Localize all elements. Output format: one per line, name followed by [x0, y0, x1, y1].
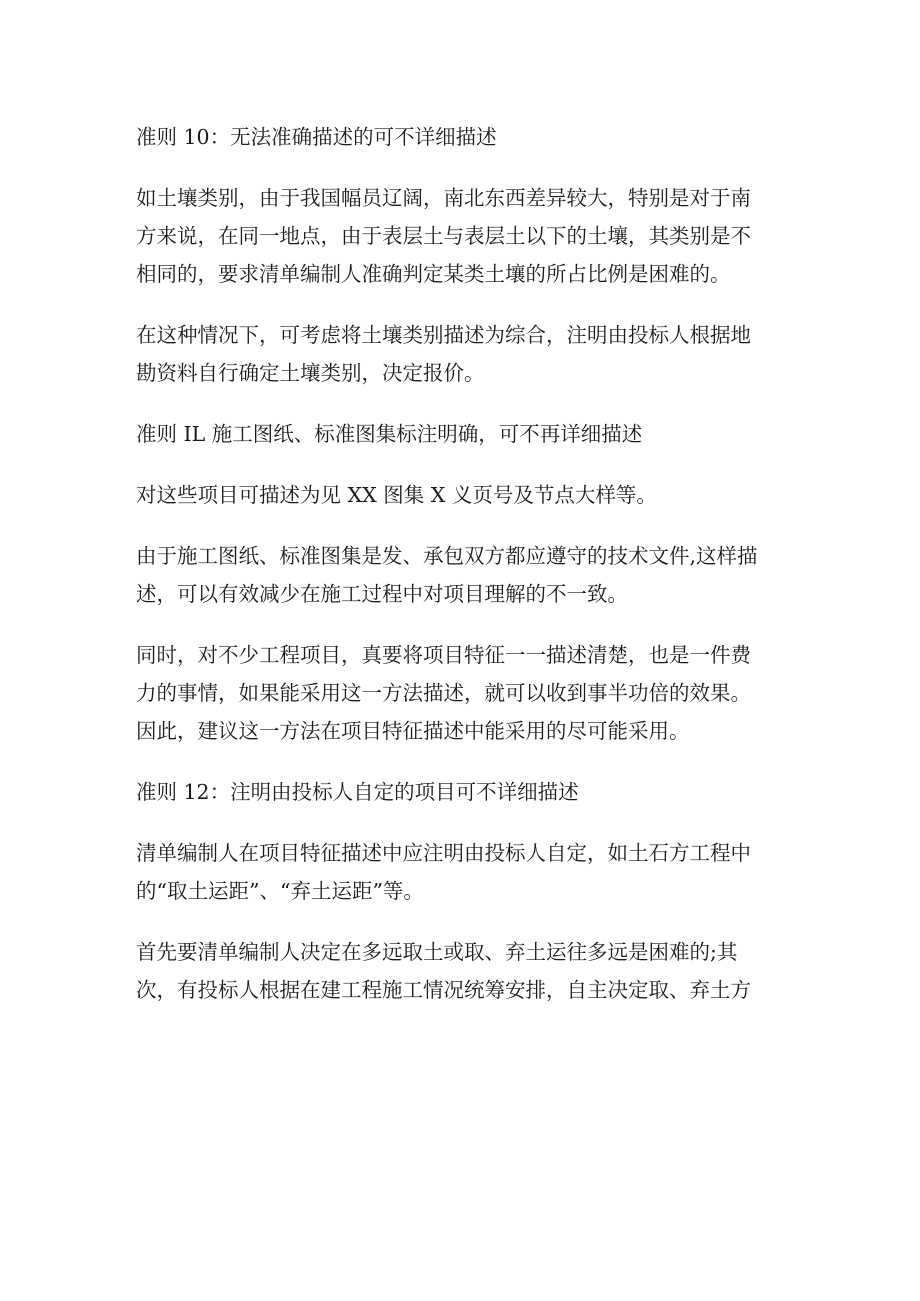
text-line: 的“取土运距”、“弃土运距”等。 — [136, 879, 424, 903]
text-line: 首先要清单编制人决定在多远取土或取、弃土运往多远是困难的;其 — [136, 940, 738, 964]
paragraph-earthwork-distance — [136, 933, 796, 1009]
text-line: 因此，建议这一方法在项目特征描述中能采用的尽可能采用。 — [136, 719, 690, 743]
paragraph-technical-documents — [136, 537, 796, 613]
text-line: 准则 12：注明由投标人自定的项目可不详细描述 — [136, 780, 579, 804]
text-line: 述，可以有效减少在施工过程中对项目理解的不一致。 — [136, 582, 628, 606]
text-line: 勘资料自行确定土壤类别，决定报价。 — [136, 361, 485, 385]
text-line: 如土壤类别，由于我国幅员辽阔，南北东西差异较大，特别是对于南 — [136, 186, 751, 210]
text-line: 对这些项目可描述为见 XX 图集 X 义页号及节点大样等。 — [136, 483, 657, 507]
paragraph-atlas-reference — [136, 476, 796, 514]
heading-rule-12 — [136, 773, 796, 811]
text-line: 准则 IL 施工图纸、标准图集标注明确，可不再详细描述 — [136, 422, 643, 446]
paragraph-method-recommendation — [136, 636, 796, 750]
paragraph-bidder-determined — [136, 834, 796, 910]
text-line: 同时，对不少工程项目，真要将项目特征一一描述清楚，也是一件费 — [136, 643, 751, 667]
text-line: 方来说，在同一地点，由于表层土与表层土以下的土壤，其类别是不 — [136, 224, 751, 248]
text-line: 相同的，要求清单编制人准确判定某类土壤的所占比例是困难的。 — [136, 262, 731, 286]
text-line: 次，有投标人根据在建工程施工情况统筹安排，自主决定取、弃土方 — [136, 978, 751, 1002]
heading-rule-10 — [136, 118, 796, 156]
text-line: 清单编制人在项目特征描述中应注明由投标人自定，如土石方工程中 — [136, 841, 751, 865]
document-body — [136, 118, 796, 1032]
text-line: 由于施工图纸、标准图集是发、承包双方都应遵守的技术文件,这样描 — [136, 544, 758, 568]
paragraph-comprehensive-description — [136, 316, 796, 392]
text-line: 在这种情况下，可考虑将土壤类别描述为综合，注明由投标人根据地 — [136, 323, 751, 347]
paragraph-soil-category — [136, 179, 796, 293]
text-line: 力的事情，如果能采用这一方法描述，就可以收到事半功倍的效果。 — [136, 681, 751, 705]
text-line: 准则 10：无法准确描述的可不详细描述 — [136, 125, 497, 149]
heading-rule-11 — [136, 415, 796, 453]
